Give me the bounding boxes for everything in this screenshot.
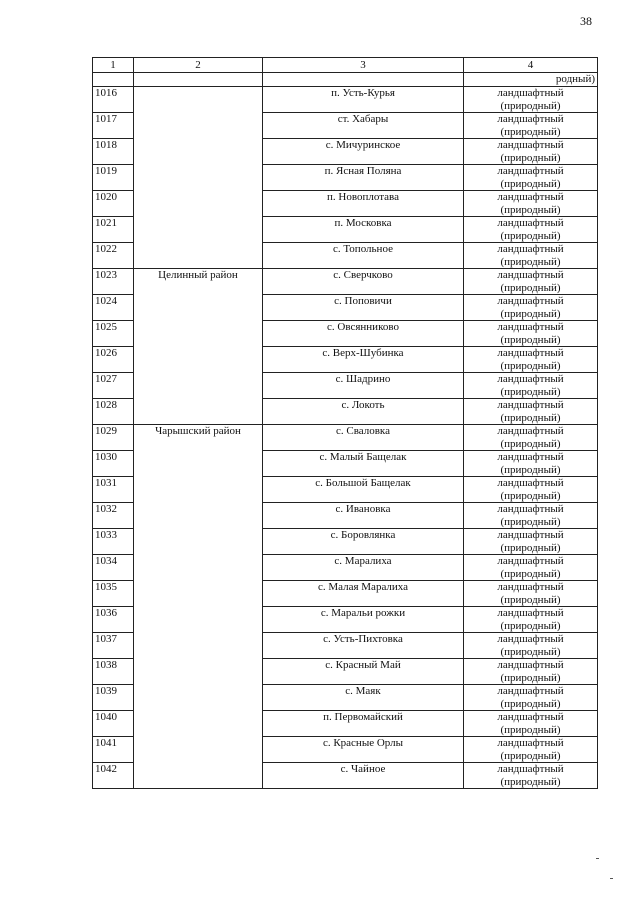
- row-number: 1040: [93, 711, 134, 737]
- row-number: 1029: [93, 425, 134, 451]
- category-cell: ландшафтный (природный): [464, 373, 598, 399]
- category-cell: ландшафтный (природный): [464, 217, 598, 243]
- row-number: 1018: [93, 139, 134, 165]
- row-number: [93, 73, 134, 87]
- locality-cell: п. Усть-Курья: [263, 87, 464, 113]
- row-number: 1021: [93, 217, 134, 243]
- row-number: 1025: [93, 321, 134, 347]
- locality-cell: ст. Хабары: [263, 113, 464, 139]
- row-number: 1027: [93, 373, 134, 399]
- page-number: 38: [580, 14, 592, 28]
- locality-cell: п. Ясная Поляна: [263, 165, 464, 191]
- column-header: 2: [134, 58, 263, 73]
- category-cell: ландшафтный (природный): [464, 659, 598, 685]
- category-cell: ландшафтный (природный): [464, 139, 598, 165]
- row-number: 1028: [93, 399, 134, 425]
- district-cell: [134, 87, 263, 269]
- category-cell: родный): [464, 73, 598, 87]
- row-number: 1026: [93, 347, 134, 373]
- row-number: 1016: [93, 87, 134, 113]
- category-cell: ландшафтный (природный): [464, 503, 598, 529]
- row-number: 1033: [93, 529, 134, 555]
- locality-cell: п. Московка: [263, 217, 464, 243]
- row-number: 1024: [93, 295, 134, 321]
- locality-cell: с. Топольное: [263, 243, 464, 269]
- row-number: 1034: [93, 555, 134, 581]
- locality-cell: с. Чайное: [263, 763, 464, 789]
- category-cell: ландшафтный (природный): [464, 347, 598, 373]
- locality-cell: с. Сверчково: [263, 269, 464, 295]
- row-number: 1038: [93, 659, 134, 685]
- category-cell: ландшафтный (природный): [464, 191, 598, 217]
- category-cell: ландшафтный (природный): [464, 243, 598, 269]
- category-cell: ландшафтный (природный): [464, 737, 598, 763]
- category-cell: ландшафтный (природный): [464, 269, 598, 295]
- locality-cell: с. Маяк: [263, 685, 464, 711]
- locality-cell: с. Боровлянка: [263, 529, 464, 555]
- column-header: 4: [464, 58, 598, 73]
- category-cell: ландшафтный (природный): [464, 685, 598, 711]
- table-header-row: [93, 58, 598, 73]
- category-cell: ландшафтный (природный): [464, 607, 598, 633]
- category-cell: ландшафтный (природный): [464, 555, 598, 581]
- locality-cell: с. Большой Бащелак: [263, 477, 464, 503]
- category-cell: ландшафтный (природный): [464, 399, 598, 425]
- locality-cell: с. Красные Орлы: [263, 737, 464, 763]
- row-number: 1042: [93, 763, 134, 789]
- locality-cell: с. Красный Май: [263, 659, 464, 685]
- locality-cell: с. Сваловка: [263, 425, 464, 451]
- locality-cell: с. Маральи рожки: [263, 607, 464, 633]
- locality-cell: с. Овсянниково: [263, 321, 464, 347]
- row-number: 1039: [93, 685, 134, 711]
- category-cell: ландшафтный (природный): [464, 87, 598, 113]
- category-cell: ландшафтный (природный): [464, 451, 598, 477]
- category-cell: ландшафтный (природный): [464, 425, 598, 451]
- row-number: 1041: [93, 737, 134, 763]
- category-cell: ландшафтный (природный): [464, 165, 598, 191]
- scan-mark: [610, 878, 613, 879]
- row-number: 1023: [93, 269, 134, 295]
- locality-cell: [263, 73, 464, 87]
- district-cell: Чарышский район: [134, 425, 263, 789]
- column-header: 3: [263, 58, 464, 73]
- row-number: 1017: [93, 113, 134, 139]
- row-number: 1036: [93, 607, 134, 633]
- category-cell: ландшафтный (природный): [464, 477, 598, 503]
- locality-cell: п. Первомайский: [263, 711, 464, 737]
- row-number: 1035: [93, 581, 134, 607]
- locality-cell: с. Усть-Пихтовка: [263, 633, 464, 659]
- category-cell: ландшафтный (природный): [464, 529, 598, 555]
- locality-cell: с. Шадрино: [263, 373, 464, 399]
- row-number: 1020: [93, 191, 134, 217]
- table-row: [93, 87, 598, 113]
- locality-cell: с. Локоть: [263, 399, 464, 425]
- category-cell: ландшафтный (природный): [464, 763, 598, 789]
- row-number: 1032: [93, 503, 134, 529]
- scan-mark: [596, 858, 599, 859]
- row-number: 1031: [93, 477, 134, 503]
- category-cell: ландшафтный (природный): [464, 113, 598, 139]
- district-cell: [134, 73, 263, 87]
- locality-cell: с. Верх-Шубинка: [263, 347, 464, 373]
- locality-cell: с. Мичуринское: [263, 139, 464, 165]
- settlements-table: [92, 57, 598, 789]
- locality-cell: с. Маралиха: [263, 555, 464, 581]
- continuation-row: [93, 73, 598, 87]
- row-number: 1030: [93, 451, 134, 477]
- locality-cell: п. Новоплотава: [263, 191, 464, 217]
- district-cell: Целинный район: [134, 269, 263, 425]
- category-cell: ландшафтный (природный): [464, 633, 598, 659]
- category-cell: ландшафтный (природный): [464, 321, 598, 347]
- category-cell: ландшафтный (природный): [464, 581, 598, 607]
- row-number: 1019: [93, 165, 134, 191]
- locality-cell: с. Поповичи: [263, 295, 464, 321]
- locality-cell: с. Ивановка: [263, 503, 464, 529]
- column-header: 1: [93, 58, 134, 73]
- row-number: 1037: [93, 633, 134, 659]
- category-cell: ландшафтный (природный): [464, 295, 598, 321]
- locality-cell: с. Малая Маралиха: [263, 581, 464, 607]
- row-number: 1022: [93, 243, 134, 269]
- table-row: [93, 269, 598, 295]
- table-body: [93, 73, 598, 789]
- table-row: [93, 425, 598, 451]
- locality-cell: с. Малый Бащелак: [263, 451, 464, 477]
- category-cell: ландшафтный (природный): [464, 711, 598, 737]
